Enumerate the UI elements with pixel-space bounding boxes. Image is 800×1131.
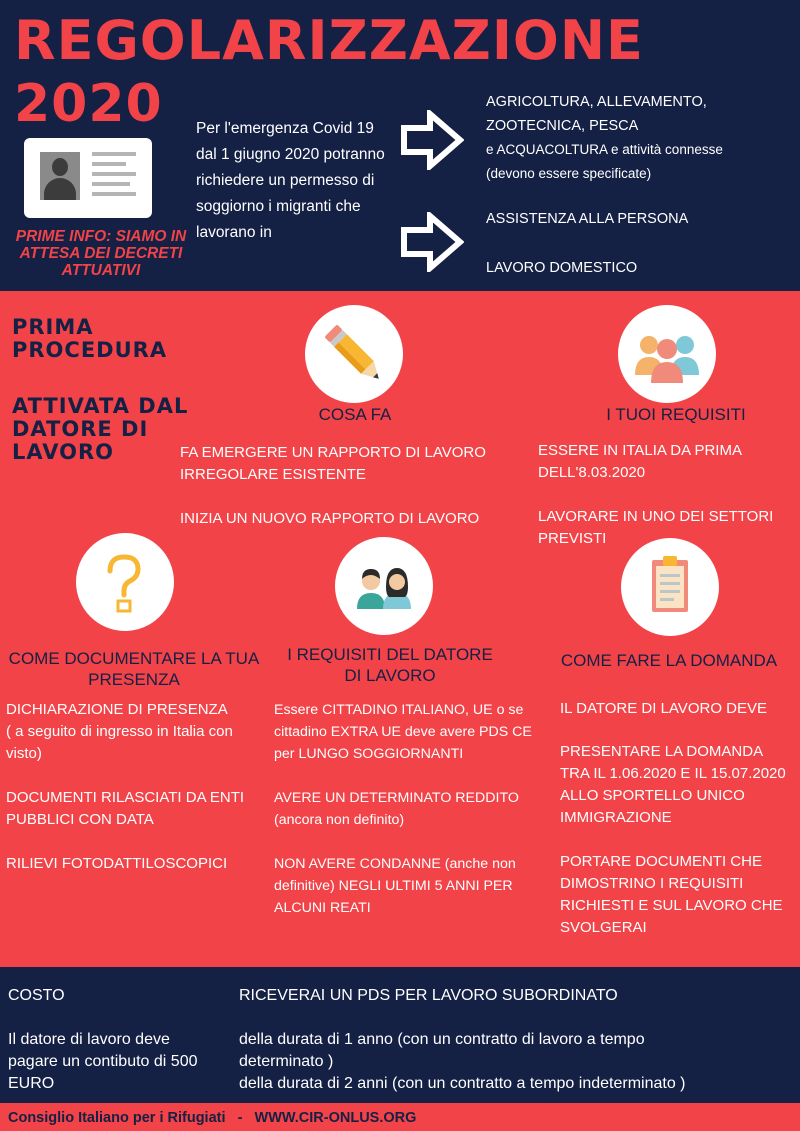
- sector-line: ZOOTECNICA, PESCA: [486, 118, 639, 134]
- pencil-icon: [305, 305, 403, 403]
- arrow-right-icon: [400, 110, 464, 170]
- footer-text: Consiglio Italiano per i Rifugiati - WWW.CIR-ONLUS.ORG: [8, 1110, 417, 1126]
- cosa-fa-item: FA EMERGERE UN RAPPORTO DI LAVORO IRREGOLARE ESISTENTE: [180, 444, 486, 483]
- sector-assistance: ASSISTENZA ALLA PERSONA: [486, 211, 689, 227]
- sector-line: AGRICOLTURA, ALLEVAMENTO,: [486, 94, 707, 110]
- main-title-year: 2020: [14, 74, 163, 134]
- documentare-heading: COME DOCUMENTARE LA TUA PRESENZA: [8, 649, 260, 689]
- documentare-item: DOCUMENTI RILASCIATI DA ENTI PUBBLICI CON DATA: [6, 789, 245, 828]
- sector-agriculture: [486, 90, 786, 186]
- datore-item: Essere CITTADINO ITALIANO, UE o se cittadino EXTRA UE deve avere PDS CE per LUNGO SOGGIORNANTI: [274, 702, 532, 762]
- documentare-item: [6, 699, 256, 765]
- arrow-right-icon: [400, 212, 464, 272]
- intro-text: Per l'emergenza Covid 19 dal 1 giugno 2020 potranno richiedere un permesso di soggiorno i migranti che lavorano in: [196, 120, 385, 241]
- sector-line: e ACQUACOLTURA e attività connesse: [486, 142, 723, 157]
- procedure-title: PRIMA PROCEDURA: [12, 315, 168, 362]
- datore-item: NON AVERE CONDANNE (anche non definitive) NEGLI ULTIMI 5 ANNI PER ALCUNI REATI: [274, 856, 516, 916]
- documentare-item: RILIEVI FOTODATTILOSCOPICI: [6, 855, 228, 872]
- pds-item: della durata di 1 anno (con un contratto di lavoro a tempo determinato ): [239, 1031, 645, 1070]
- requisiti-heading: I TUOI REQUISITI: [606, 405, 746, 424]
- cosa-fa-heading: COSA FA: [318, 405, 392, 424]
- people-icon: [618, 305, 716, 403]
- costo-heading: COSTO: [8, 987, 65, 1004]
- requisiti-item: LAVORARE IN UNO DEI SETTORI PREVISTI: [538, 508, 774, 547]
- cosa-fa-item: INIZIA UN NUOVO RAPPORTO DI LAVORO: [180, 510, 480, 527]
- domanda-heading: COME FARE LA DOMANDA: [560, 651, 778, 670]
- datore-item: AVERE UN DETERMINATO REDDITO (ancora non definito): [274, 790, 519, 828]
- sector-domestic: LAVORO DOMESTICO: [486, 260, 638, 276]
- doctors-icon: [335, 537, 433, 635]
- question-icon: [76, 533, 174, 631]
- id-card-photo: [40, 152, 80, 200]
- domanda-item: PORTARE DOCUMENTI CHE DIMOSTRINO I REQUISITI RICHIESTI E SUL LAVORO CHE SVOLGERAI: [560, 853, 783, 936]
- procedure-subtitle: ATTIVATA DAL DATORE DI LAVORO: [12, 394, 189, 464]
- documentare-item-title: DICHIARAZIONE DI PRESENZA: [6, 701, 228, 718]
- id-card-icon: [24, 138, 152, 218]
- costo-text: Il datore di lavoro deve pagare un contibuto di 500 EURO: [8, 1031, 198, 1092]
- domanda-item: PRESENTARE LA DOMANDA TRA IL 1.06.2020 E IL 15.07.2020 ALLO SPORTELLO UNICO IMMIGRAZIONE: [560, 743, 786, 826]
- prime-info-note: PRIME INFO: SIAMO IN ATTESA DEI DECRETI ATTUATIVI: [15, 228, 187, 279]
- domanda-item: IL DATORE DI LAVORO DEVE: [560, 700, 767, 717]
- sector-line: (devono essere specificate): [486, 166, 652, 181]
- requisiti-item: ESSERE IN ITALIA DA PRIMA DELL'8.03.2020: [538, 442, 742, 481]
- documentare-item-note: ( a seguito di ingresso in Italia con visto): [6, 723, 233, 762]
- main-title: REGOLARIZZAZIONE: [14, 9, 644, 72]
- clipboard-icon: [621, 538, 719, 636]
- pds-heading: RICEVERAI UN PDS PER LAVORO SUBORDINATO: [239, 987, 618, 1004]
- pds-item: della durata di 2 anni (con un contratto a tempo indeterminato ): [239, 1075, 686, 1092]
- datore-heading: I REQUISITI DEL DATORE DI LAVORO: [287, 645, 493, 685]
